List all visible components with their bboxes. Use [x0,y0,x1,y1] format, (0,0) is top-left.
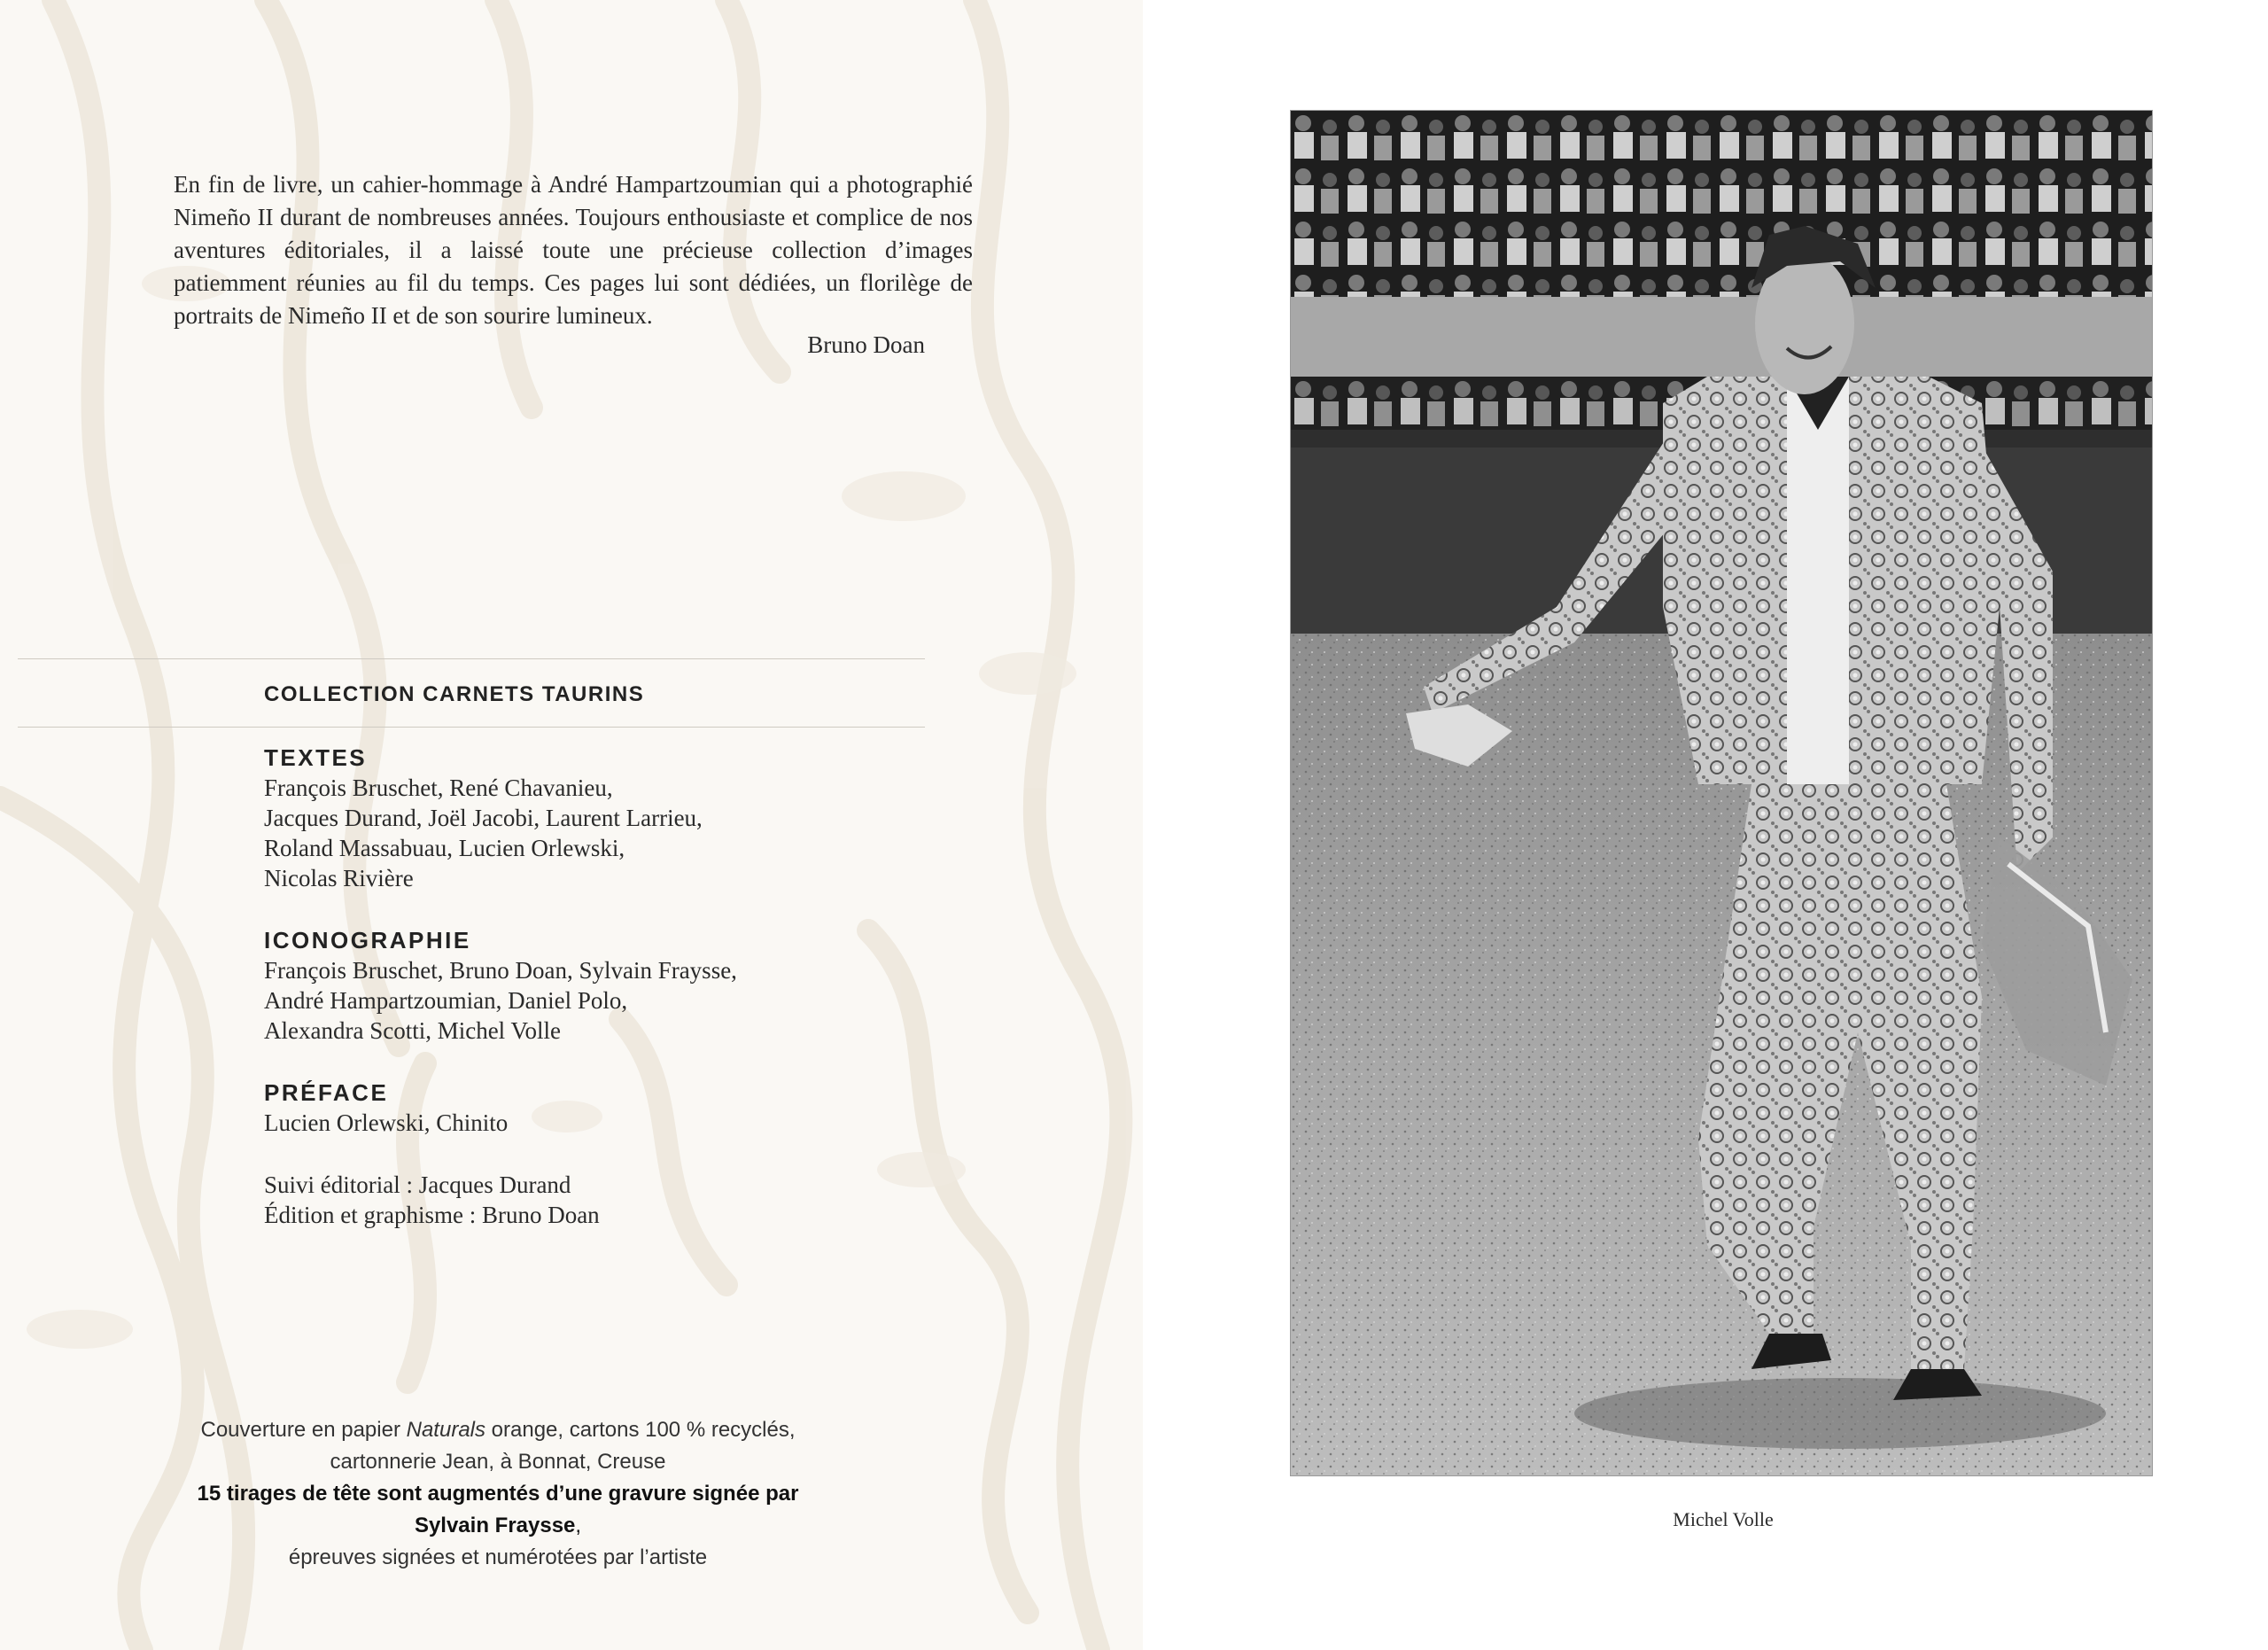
section-heading-iconographie: ICONOGRAPHIE [264,927,471,953]
credit-line: André Hampartzoumian, Daniel Polo, [264,987,628,1014]
credits-section-iconographie [264,925,937,1046]
intro-signature: Bruno Doan [807,331,925,358]
credit-line: François Bruschet, René Chavanieu, [264,774,613,801]
proofs-line: épreuves signées et numérotées par l’artiste [288,1545,708,1569]
section-heading-textes: TEXTES [264,744,368,771]
cover-text: orange, cartons 100 % recyclés, [485,1418,796,1442]
credits-section-preface [264,1078,937,1138]
editorial-follow-up: Suivi éditorial : Jacques Durand [264,1171,571,1198]
section-heading-preface: PRÉFACE [264,1079,389,1106]
limited-edition-text: 15 tirages de tête sont augmentés d’une gravure signée par Sylvain Fraysse [197,1482,799,1537]
colophon-footer [168,1414,827,1574]
credit-line: Alexandra Scotti, Michel Volle [264,1017,561,1044]
credit-line: Roland Massabuau, Lucien Orlewski, [264,835,625,861]
edition-design: Édition et graphisme : Bruno Doan [264,1202,600,1228]
collection-title: COLLECTION CARNETS TAURINS [264,682,645,706]
paper-brand: Naturals [406,1418,485,1442]
credits-section-textes [264,743,937,893]
cover-text: Couverture en papier [200,1418,407,1442]
matador-photo-illustration [1291,111,2152,1475]
intro-paragraph: En fin de livre, un cahier-hommage à André Hampartzoumian qui a photographié Nimeño II durant de nombreuses années. Toujours enthousiaste et complice de nos aventures éditoriales, il a laissé toute une précieuse collection d’images patiemment réunies au fil du temps. Ces pages lui sont dédiées, un florilège de portraits de Nimeño II et de son sourire lumineux. [174,171,973,329]
limited-edition-line [168,1478,827,1542]
limited-edition-punct: , [575,1514,582,1537]
credit-line: François Bruschet, Bruno Doan, Sylvain Fraysse, [264,957,737,984]
photo-caption: Michel Volle [1673,1508,1774,1530]
credits-block [264,743,937,1262]
bottom-divider [18,727,925,728]
credit-line: Jacques Durand, Joël Jacobi, Laurent Larrieu, [264,805,703,831]
credit-line: Lucien Orlewski, Chinito [264,1109,509,1136]
credits-section-editorial [264,1170,937,1230]
credit-line: Nicolas Rivière [264,865,414,891]
top-divider [18,658,925,659]
cover-paper-line [168,1414,827,1446]
matador-photo [1290,110,2153,1476]
cover-binding-line: cartonnerie Jean, à Bonnat, Creuse [330,1450,666,1474]
